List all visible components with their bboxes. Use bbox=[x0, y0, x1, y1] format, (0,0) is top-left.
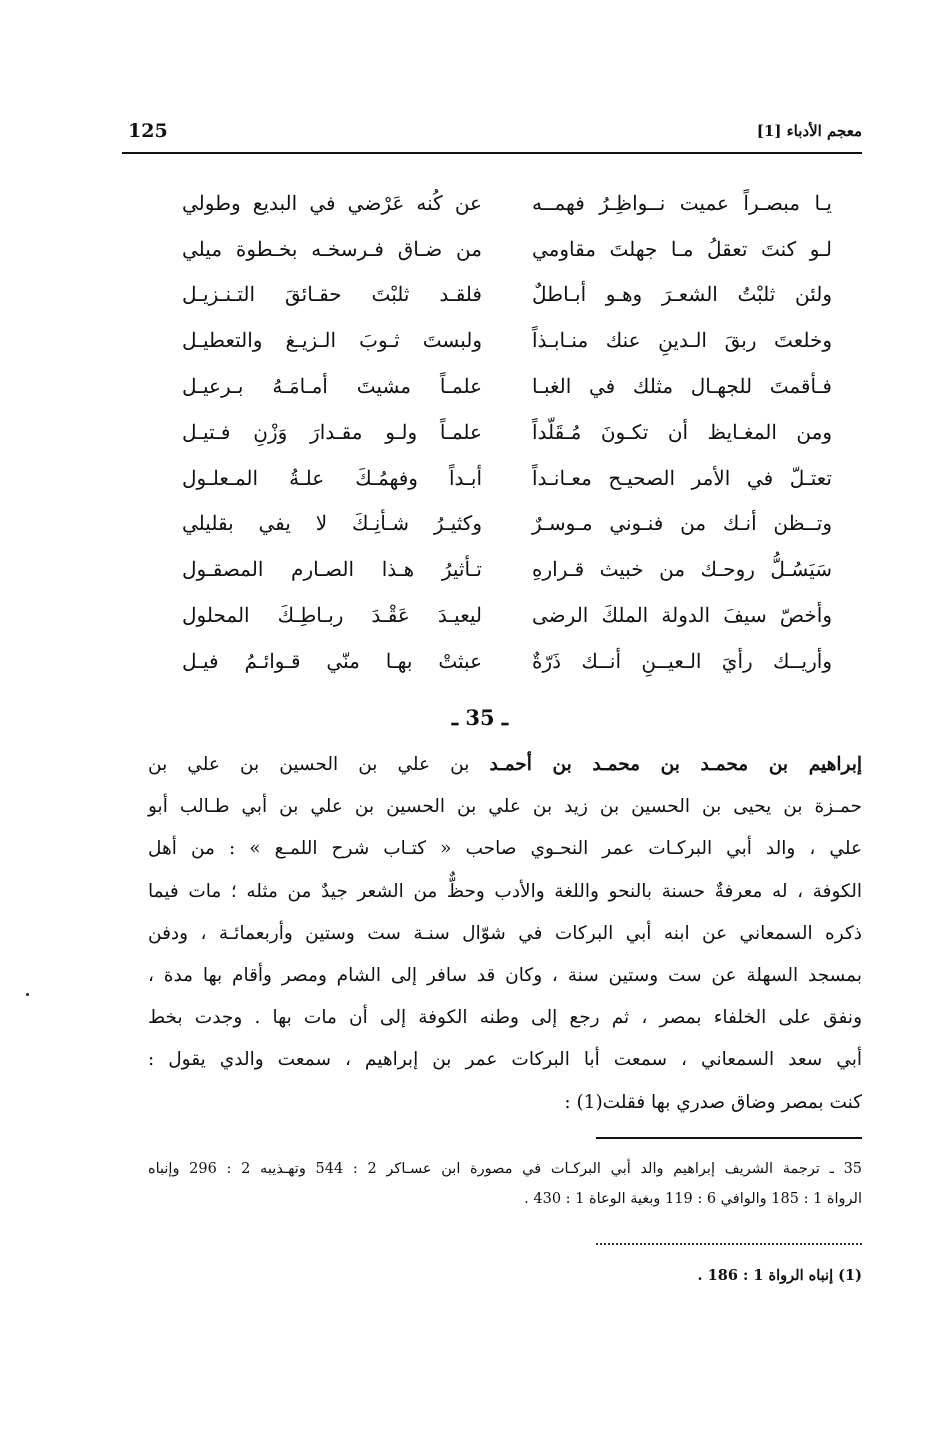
verse-first-hemistich: وأريــك رأيَ الـعيــنِ أنــك ذَرّةٌ bbox=[532, 648, 832, 673]
verse bbox=[150, 317, 832, 363]
verse-second-hemistich: ولبستَ ثـوبَ الـزيـغ والتعطيـل bbox=[182, 328, 482, 353]
biography-line: ذكره السمعاني عن ابنه أبي البركات في شوّال سنـة ست وستين وأربعمائـة ، ودفن bbox=[148, 922, 862, 944]
verse bbox=[150, 638, 832, 684]
verse-first-hemistich: يـا مبصـراً عميت نــواظِـرُ فهمــه bbox=[532, 190, 832, 215]
verse-second-hemistich: علمـاً مشيتَ أمـامَـهُ بـرعيـل bbox=[182, 374, 482, 399]
biography-line: ونفق على الخلفاء بمصر ، ثم رجع إلى وطنه الكوفة إلى أن مات بها . وجدت بخط bbox=[148, 1007, 862, 1029]
page-header bbox=[122, 118, 862, 154]
verse-first-hemistich: ولئن ثلبْتُ الشعـرَ وهـو أبـاطلٌ bbox=[532, 282, 832, 307]
running-title: معجم الأدباء [1] bbox=[756, 122, 862, 140]
footnote: (1) إنباه الرواة 1 : 186 . bbox=[697, 1267, 862, 1284]
notes-divider bbox=[596, 1137, 862, 1139]
source-note bbox=[148, 1154, 862, 1214]
biography-line bbox=[148, 744, 862, 786]
verse bbox=[150, 363, 832, 409]
biography-line: حمـزة بن يحيى بن الحسين بن زيد بن علي بن الحسين بن علي بن أبي طـالب أبو bbox=[148, 796, 862, 818]
biography-line: بمسجد السهلة عن ست وستين سنة ، وكان قد سافر إلى الشام ومصر وأقام بها مدة ، bbox=[148, 964, 862, 986]
verse bbox=[150, 592, 832, 638]
verse-second-hemistich: علمـاً ولـو مقـدارَ وَزْنِ فـتيـل bbox=[182, 419, 482, 444]
page-number: 125 bbox=[128, 120, 168, 142]
person-name: إبراهيم بن محمـد بن محمـد بن أحمـد bbox=[489, 754, 862, 775]
verse bbox=[150, 272, 832, 318]
verse-second-hemistich: فلقـد ثلبْتَ حقـائقَ التـنـزيـل bbox=[182, 282, 482, 307]
verse-second-hemistich: ليعيـدَ عَقْـدَ ربـاطِـكَ المحلول bbox=[182, 603, 482, 628]
scan-speck bbox=[26, 993, 29, 996]
verse-second-hemistich: عبثتْ بهـا منّي قـوائـمُ فيـل bbox=[182, 648, 482, 673]
verse-first-hemistich: سَيَسُـلُّ روحـك من خبيث قـرارهِ bbox=[532, 557, 832, 582]
verse bbox=[150, 226, 832, 272]
footnote-divider bbox=[596, 1243, 862, 1245]
biography-line: الكوفة ، له معرفةٌ حسنة بالنحو واللغة والأدب وحظٌّ من الشعر جيدٌ من مثله ؛ مات فيما bbox=[148, 880, 862, 902]
poem bbox=[150, 180, 832, 684]
verse-second-hemistich: أبـداً وفهمُـكَ علـةُ المـعلـول bbox=[182, 465, 482, 490]
verse bbox=[150, 180, 832, 226]
biography-text bbox=[148, 744, 862, 1124]
verse bbox=[150, 546, 832, 592]
biography-line: أبي سعد السمعاني ، سمعت أبا البركات عمر بن إبراهيم ، سمعت والدي يقول : bbox=[148, 1049, 862, 1071]
lineage-text: بن علي بن الحسين بن علي بن bbox=[148, 754, 470, 775]
verse-first-hemistich: وأخصّ سيفَ الدولة الملكَ الرضى bbox=[532, 603, 832, 628]
biography-line: كنت بمصر وضاق صدري بها فقلت(1) : bbox=[564, 1091, 862, 1113]
source-note-line: الرواة 1 : 185 والوافي 6 : 119 وبغية الوعاة 1 : 430 . bbox=[524, 1191, 862, 1207]
verse-second-hemistich: وكثيـرُ شـأنِـكَ لا يفي بقليلي bbox=[182, 511, 482, 536]
verse-second-hemistich: من ضـاق فـرسخـه بخـطوة ميلي bbox=[182, 236, 482, 261]
entry-number: ـ 35 ـ bbox=[451, 705, 509, 730]
verse-first-hemistich: وتــظن أنـك من فنـوني مـوسـرٌ bbox=[532, 511, 832, 536]
verse-second-hemistich: عن كُنه عَرْضي في البديع وطولي bbox=[182, 190, 482, 215]
verse-second-hemistich: تـأثيرُ هـذا الصـارم المصقـول bbox=[182, 557, 482, 582]
verse-first-hemistich: تعتـلّ في الأمر الصحيـح معـانـداً bbox=[532, 465, 832, 490]
verse bbox=[150, 409, 832, 455]
verse-first-hemistich: وخلعتَ ربقَ الـدينِ عنك منـابـذاً bbox=[532, 328, 832, 353]
verse-first-hemistich: لـو كنتَ تعقلُ مـا جهلتَ مقاومي bbox=[532, 236, 832, 261]
verse-first-hemistich: فـأقمتَ للجهـال مثلك في الغبـا bbox=[532, 374, 832, 399]
verse bbox=[150, 501, 832, 547]
source-note-line: 35 ـ ترجمة الشريف إبراهيم والد أبي البركـات في مصورة ابن عسـاكر 2 : 544 وتهـذيبه 2 : 296 وإنباه bbox=[148, 1161, 863, 1177]
verse bbox=[150, 455, 832, 501]
verse-first-hemistich: ومن المغـايظ أن تكـونَ مُـقَلّداً bbox=[532, 419, 832, 444]
biography-line: علي ، والد أبي البركـات عمر النحـوي صاحب « كتـاب شرح اللمـع » : من أهل bbox=[148, 838, 862, 860]
